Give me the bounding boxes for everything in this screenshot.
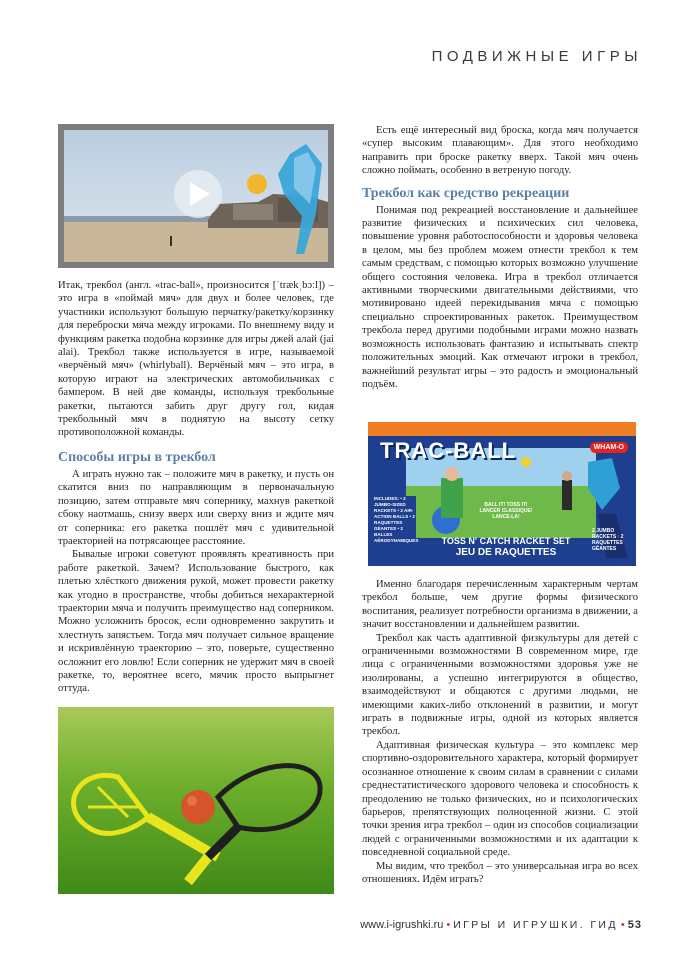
magazine-name: ИГРЫ И ИГРУШКИ. ГИД [453,919,618,931]
set-name-fr: JEU DE RAQUETTES [455,547,557,558]
product-box-image [366,418,638,568]
box-tagline: BALL IT! TOSS IT! LANCER CLASSIQUE! LANCE-LA! [479,502,533,520]
separator-dot: • [620,919,625,931]
heading-ways: Способы игры в трекбол [58,449,216,465]
paragraph: Мы видим, что трекбол – это универсальная игра во всех отношениях. Идём играть? [362,860,638,885]
paragraph: Есть ещё интересный вид броска, когда мяч получается «супер высоким плавающим». Для этого необходимо направить при броске ракетку вверх. Такой мяч очень сложно поймать, особенно в ветреную погоду. [362,125,638,177]
heading-recreation: Трекбол как средство рекреации [362,185,570,201]
paragraph: А играть нужно так – положите мяч в ракетку, и пусть он скатится вниз по направляющим в первоначальную позицию, затем отправьте мяч сопернику, махнув ракеткой сбоку наотмашь, снизу вверх или сверху вниз и ждите мяч от соперника: его ракетка пошлёт мяч с удивительной траекторией на потрясающее расстояние. [58,468,334,547]
right-column-top [362,124,638,391]
brand-logo: TRAC-BALL [380,438,517,463]
paragraph: Именно благодаря перечисленным характерным чертам трекбол больше, чем другие формы физического воспитания, реализует потребности организма в движении, а значит восстановлении и дальнейшем развитии. [362,579,638,631]
section-title: ПОДВИЖНЫЕ ИГРЫ [431,48,642,65]
includes-list: INCLUDES: • 2 JUMBO-SIZED RACKETS • 2 AIR-ACTION BALLS • 2 RAQUETTES GÉANTES • 2 BALLES AÉRODYNAMIQUES [374,496,419,543]
jumbo-badge: 2 JUMBO RACKETS · 2 RAQUETTES GÉANTES [592,528,624,552]
paragraph: Итак, трекбол (англ. «trac-ball», произносится [ˈtrækˌbɔːl]) – это игра в «поймай мяч» для двух и более человек, где участники используют большую перчатку/ракетку/корзинку для переброски мяча между игроками. По внешнему виду и функциям ракетка подобна корзинке для игры джей алай (jai alai). Трекбол также используется в игре, называемой «верчёный мяч» (whirlyball). Верчёный мяч – это игра, в которую играют на электрических автомобильчиках с бампером. В ней две команды, используя трекбольные ракетки, пытаются забить друг другу гол, кидая трекбольный мяч в поднятую на высоту сетку противоположной команды. [58,280,334,439]
paragraph: Адаптивная физическая культура – это комплекс мер спортивно-оздоровительного характера, который формирует осознанное отношение к своим силам в сравнении с силами среднестатистического здорового человека и способность к преодолению не только физических, но и психологических барьеров, препятствующих полноценной жизни. С этой точки зрения игра трекбол – один из способов социализации людей с ограниченными возможностями и их адаптации к повседневной социальной среде. [362,739,638,859]
page-number: 53 [627,919,642,931]
video-thumbnail[interactable] [58,124,334,268]
site-url[interactable]: www.i-igrushki.ru [360,919,444,931]
set-name-en: TOSS N' CATCH RACKET SET [441,536,571,546]
rackets-on-grass [58,707,334,894]
right-column-bottom [362,578,638,886]
separator-dot: • [446,919,451,931]
paragraph: Трекбол как часть адаптивной физкультуры для детей с ограниченными возможностями В современном мире, где лица с ограниченными возможностями здоровья уже не изолированы, а успешно интегрируются в общество, взаимодействуют и общаются с другими людьми, не имеющими каких-либо отклонений в развитии, и могут играть в подвижные игры, одной из которых является трекбол. [362,632,638,738]
rackets-photo [58,707,334,894]
paragraph: Бывалые игроки советуют проявлять креативность при работе ракеткой. Зачем? Использование быстрого, как плетью хлёсткого движения рукой, может провести ракетку как угодно в пространстве, чтобы добиться нехарактерной траектории мяча и получить преимущество над соперником. Можно усложнить бросок, если одновременно закрутить и хлестнуть запястьем. Тогда мяч получает сильное вращение и искривлённую траекторию – это, поверьте, существенно осложнит его ловлю! Если соперник не удержит мяч в своей ракетке, то, вероятнее всего, мячик просто выпрыгнет оттуда. [58,549,334,695]
beach-scene [58,124,334,268]
maker-logo: WHAM-O [590,442,628,453]
left-column [58,279,334,696]
paragraph: Понимая под рекреацией восстановление и дальнейшее развитие физических и психических сил человека, повышение уровня работоспособности и здоровья человека в целом, мы без проблем можем отнести трекбол к тем самым средствам, с помощью которых возможно улучшение общего состояния человека. Игра в трекбол отличается активными творческими двигательными действиями, что мотивировано идеей перекидывания мяча с помощью специально спроектированных ракеток. Преимуществом трекбола перед другими подобными играми можно назвать возможность использовать фантазию и испытывать спектр положительных эмоций. Как отмечают игроки в трекбол, важнейший результат игры – это радость и эмоциональный подъём. [362,204,638,390]
footer [360,919,642,931]
